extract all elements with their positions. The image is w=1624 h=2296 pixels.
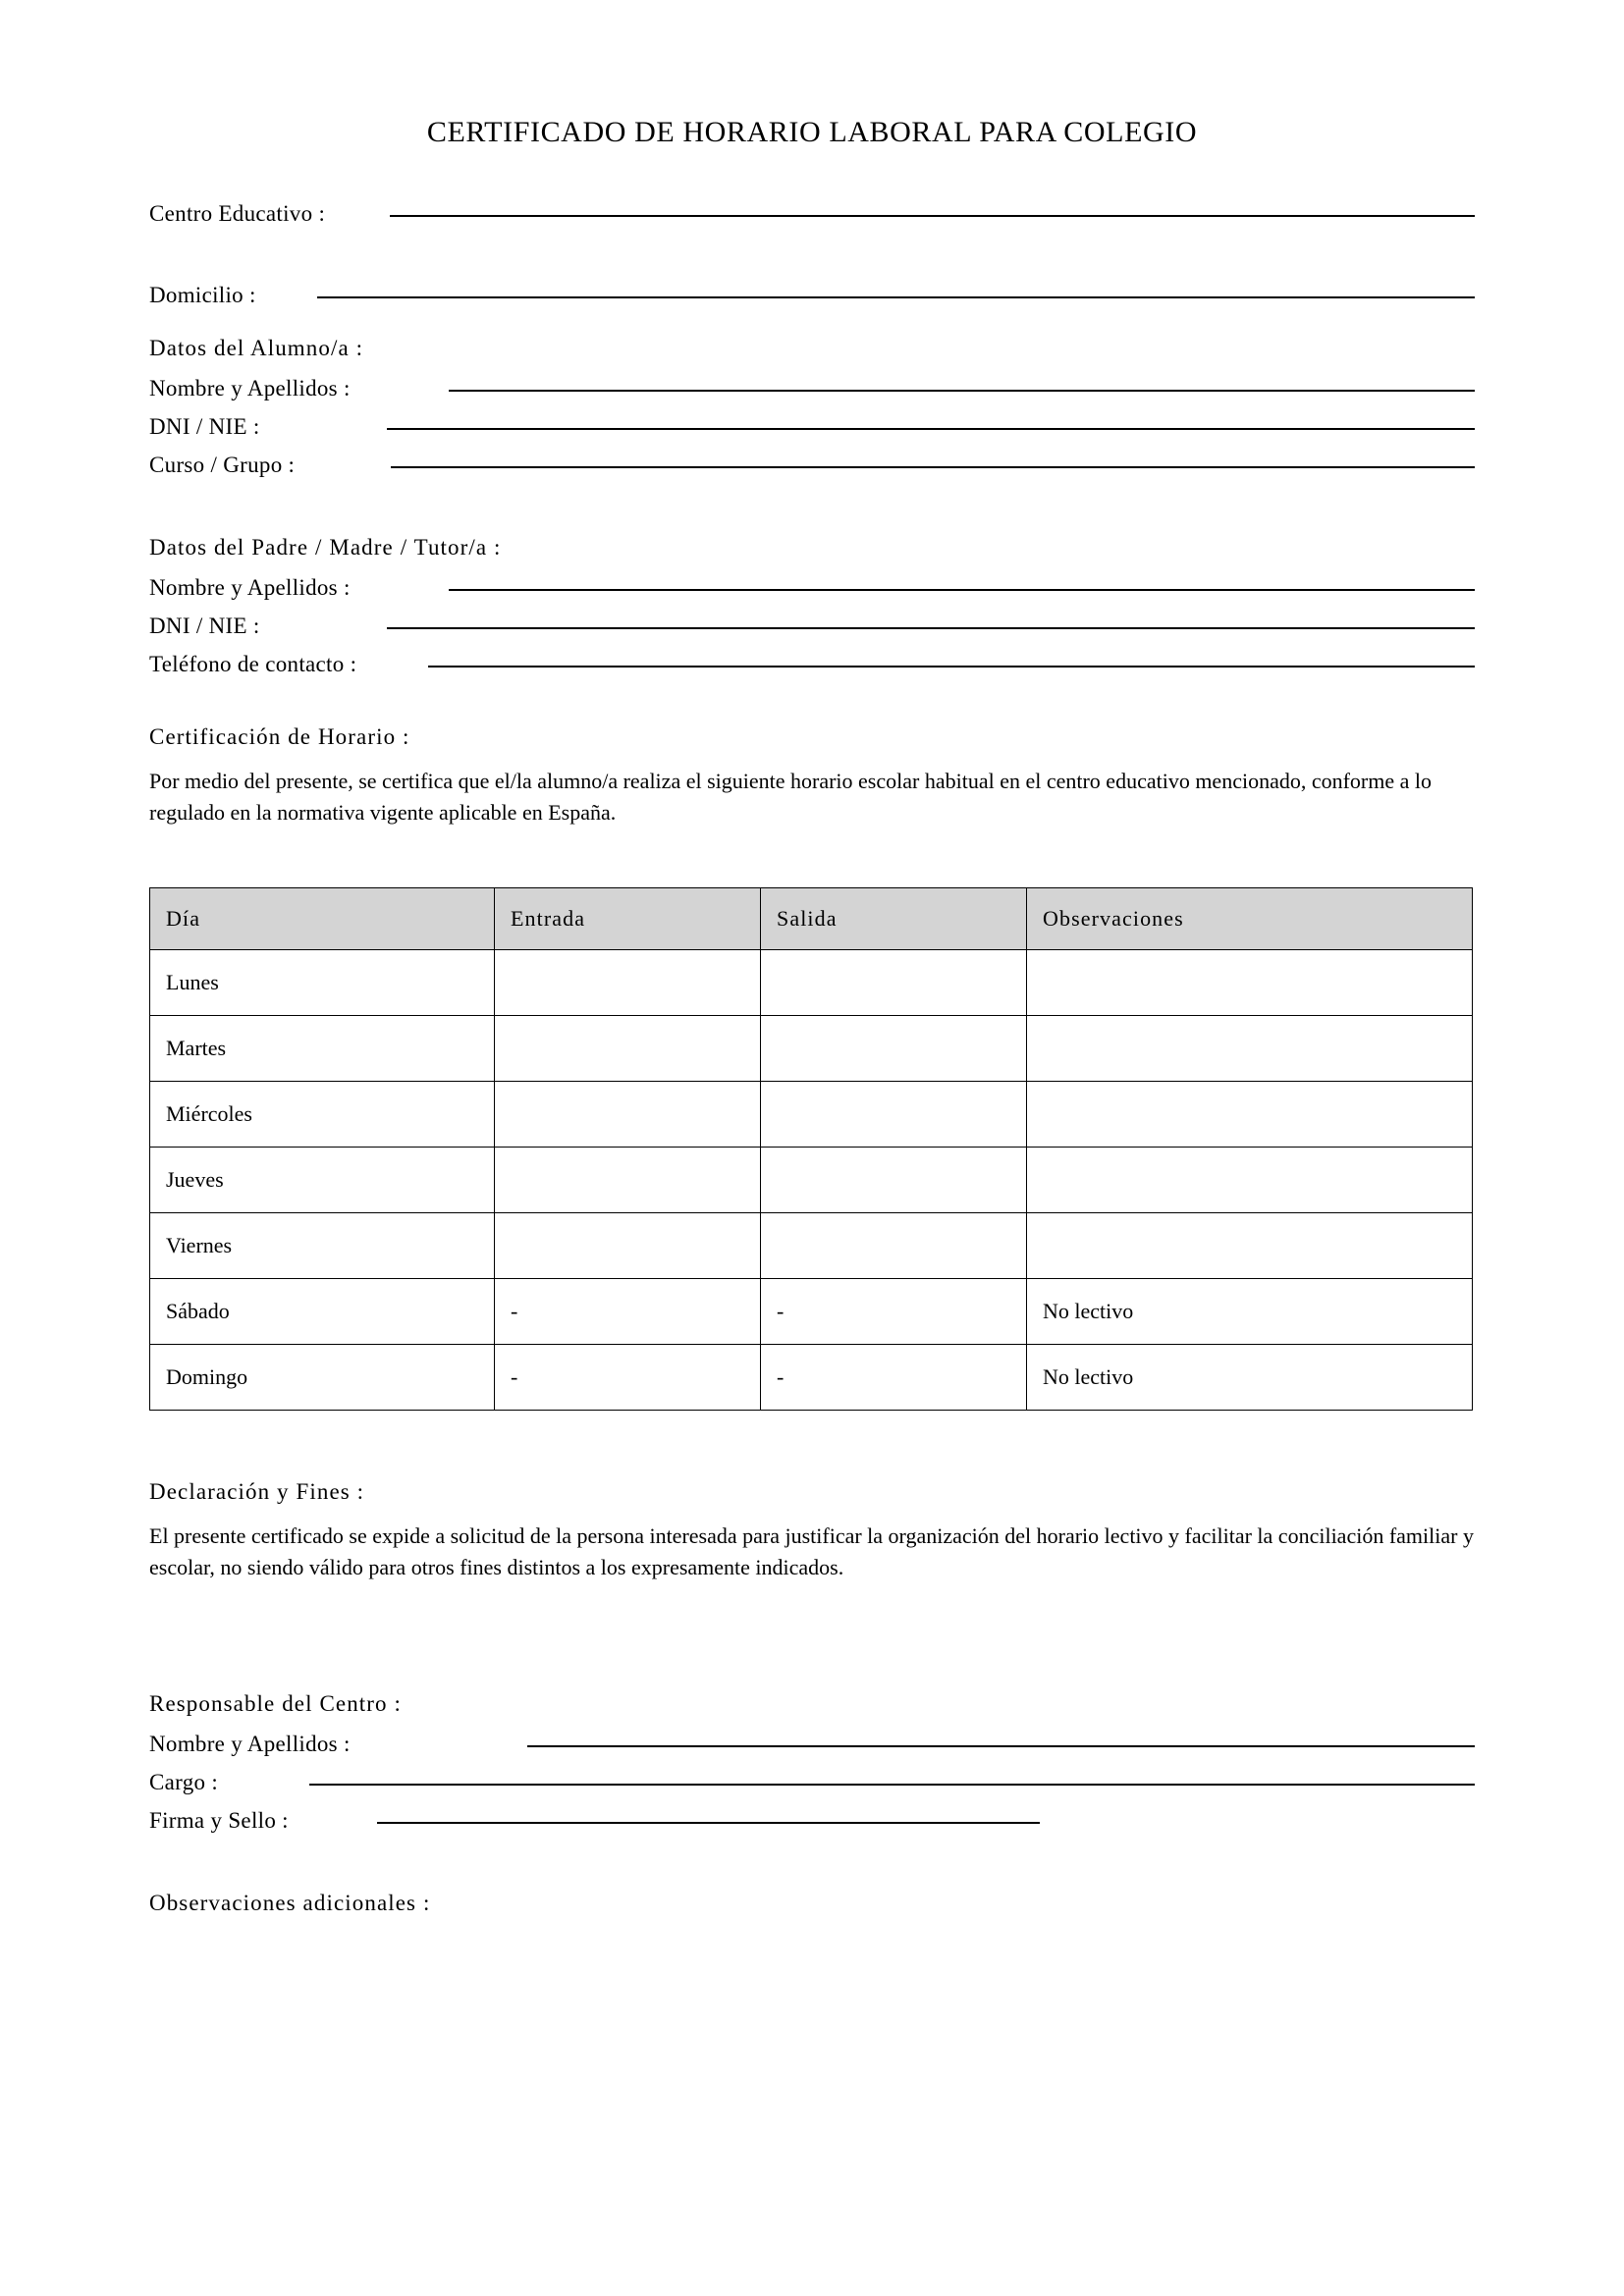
- cell-salida[interactable]: -: [761, 1278, 1027, 1344]
- table-row: [150, 1147, 1473, 1212]
- document-body: [0, 149, 1624, 1916]
- field-responsible-cargo: [149, 1771, 1475, 1793]
- responsible-cargo-input[interactable]: [309, 1784, 1475, 1786]
- certification-heading: Certificación de Horario :: [149, 724, 410, 749]
- cell-dia: Sábado: [150, 1278, 495, 1344]
- cell-dia: Domingo: [150, 1344, 495, 1410]
- responsible-nombre-input[interactable]: [527, 1745, 1475, 1747]
- guardian-nombre-input[interactable]: [449, 589, 1475, 591]
- cell-observaciones[interactable]: [1027, 1212, 1473, 1278]
- domicilio-label: Domicilio :: [149, 283, 256, 307]
- cell-salida[interactable]: [761, 1212, 1027, 1278]
- cell-observaciones[interactable]: No lectivo: [1027, 1344, 1473, 1410]
- cell-entrada[interactable]: -: [495, 1344, 761, 1410]
- table-header-entrada: Entrada: [495, 887, 761, 949]
- cell-observaciones[interactable]: [1027, 1081, 1473, 1147]
- guardian-dni-input[interactable]: [387, 627, 1475, 629]
- student-dni-input[interactable]: [387, 428, 1475, 430]
- student-curso-label: Curso / Grupo :: [149, 453, 296, 477]
- guardian-dni-label: DNI / NIE :: [149, 614, 260, 638]
- cell-entrada[interactable]: [495, 949, 761, 1015]
- cell-salida[interactable]: [761, 949, 1027, 1015]
- page-title: CERTIFICADO DE HORARIO LABORAL PARA COLEGIO: [426, 116, 1198, 148]
- table-header-observaciones: Observaciones: [1027, 887, 1473, 949]
- schedule-table: [149, 887, 1473, 1411]
- cell-salida[interactable]: -: [761, 1344, 1027, 1410]
- guardian-telefono-label: Teléfono de contacto :: [149, 652, 357, 676]
- guardian-telefono-input[interactable]: [428, 666, 1475, 667]
- cell-salida[interactable]: [761, 1081, 1027, 1147]
- cell-entrada[interactable]: [495, 1212, 761, 1278]
- declaration-heading: Declaración y Fines :: [149, 1478, 365, 1504]
- field-guardian-telefono: [149, 653, 1475, 675]
- table-header-row: [150, 887, 1473, 949]
- responsible-firma-label: Firma y Sello :: [149, 1807, 289, 1833]
- responsible-cargo-label: Cargo :: [149, 1769, 219, 1794]
- student-nombre-label: Nombre y Apellidos :: [149, 376, 351, 400]
- cell-observaciones[interactable]: No lectivo: [1027, 1278, 1473, 1344]
- cell-entrada[interactable]: [495, 1015, 761, 1081]
- field-student-nombre: [149, 377, 1475, 400]
- guardian-nombre-label: Nombre y Apellidos :: [149, 575, 351, 600]
- field-student-dni: [149, 415, 1475, 438]
- table-row: [150, 1278, 1473, 1344]
- field-responsible-firma: [149, 1809, 1475, 1832]
- field-domicilio: [149, 284, 1475, 306]
- student-nombre-input[interactable]: [449, 390, 1475, 392]
- cell-salida[interactable]: [761, 1147, 1027, 1212]
- cell-observaciones[interactable]: [1027, 949, 1473, 1015]
- centro-educativo-label: Centro Educativo :: [149, 201, 326, 226]
- student-section-heading: Datos del Alumno/a :: [149, 336, 364, 360]
- responsible-firma-input[interactable]: [377, 1822, 1040, 1824]
- table-header-dia: Día: [150, 887, 495, 949]
- student-curso-input[interactable]: [391, 466, 1475, 468]
- student-dni-label: DNI / NIE :: [149, 414, 260, 439]
- table-row: [150, 1015, 1473, 1081]
- field-responsible-nombre: [149, 1733, 1475, 1755]
- table-row: [150, 1344, 1473, 1410]
- field-guardian-dni: [149, 614, 1475, 637]
- cell-entrada[interactable]: -: [495, 1278, 761, 1344]
- declaration-paragraph: El presente certificado se expide a solicitud de la persona interesada para justificar la organización del horario lectivo y facilitar la conciliación familiar y escolar, no siendo válido para otros fines distintos a los expresamente indicados.: [149, 1522, 1474, 1579]
- cell-entrada[interactable]: [495, 1147, 761, 1212]
- cell-dia: Viernes: [150, 1212, 495, 1278]
- field-student-curso: [149, 454, 1475, 476]
- centro-educativo-input[interactable]: [390, 215, 1475, 217]
- table-row: [150, 949, 1473, 1015]
- additional-observations-heading: Observaciones adicionales :: [149, 1890, 431, 1915]
- cell-dia: Jueves: [150, 1147, 495, 1212]
- responsible-nombre-label: Nombre y Apellidos :: [149, 1731, 351, 1756]
- guardian-section-heading: Datos del Padre / Madre / Tutor/a :: [149, 535, 502, 560]
- field-centro-educativo: [149, 202, 1475, 225]
- cell-entrada[interactable]: [495, 1081, 761, 1147]
- responsible-section-heading: Responsable del Centro :: [149, 1690, 402, 1716]
- certification-paragraph: Por medio del presente, se certifica que el/la alumno/a realiza el siguiente horario escolar habitual en el centro educativo mencionado, conforme a lo regulado en la normativa vigente aplicable en España.: [149, 769, 1433, 825]
- cell-dia: Martes: [150, 1015, 495, 1081]
- table-header-salida: Salida: [761, 887, 1027, 949]
- table-row: [150, 1081, 1473, 1147]
- table-row: [150, 1212, 1473, 1278]
- cell-observaciones[interactable]: [1027, 1147, 1473, 1212]
- cell-observaciones[interactable]: [1027, 1015, 1473, 1081]
- domicilio-input[interactable]: [317, 296, 1475, 298]
- field-guardian-nombre: [149, 576, 1475, 599]
- cell-salida[interactable]: [761, 1015, 1027, 1081]
- cell-dia: Lunes: [150, 949, 495, 1015]
- cell-dia: Miércoles: [150, 1081, 495, 1147]
